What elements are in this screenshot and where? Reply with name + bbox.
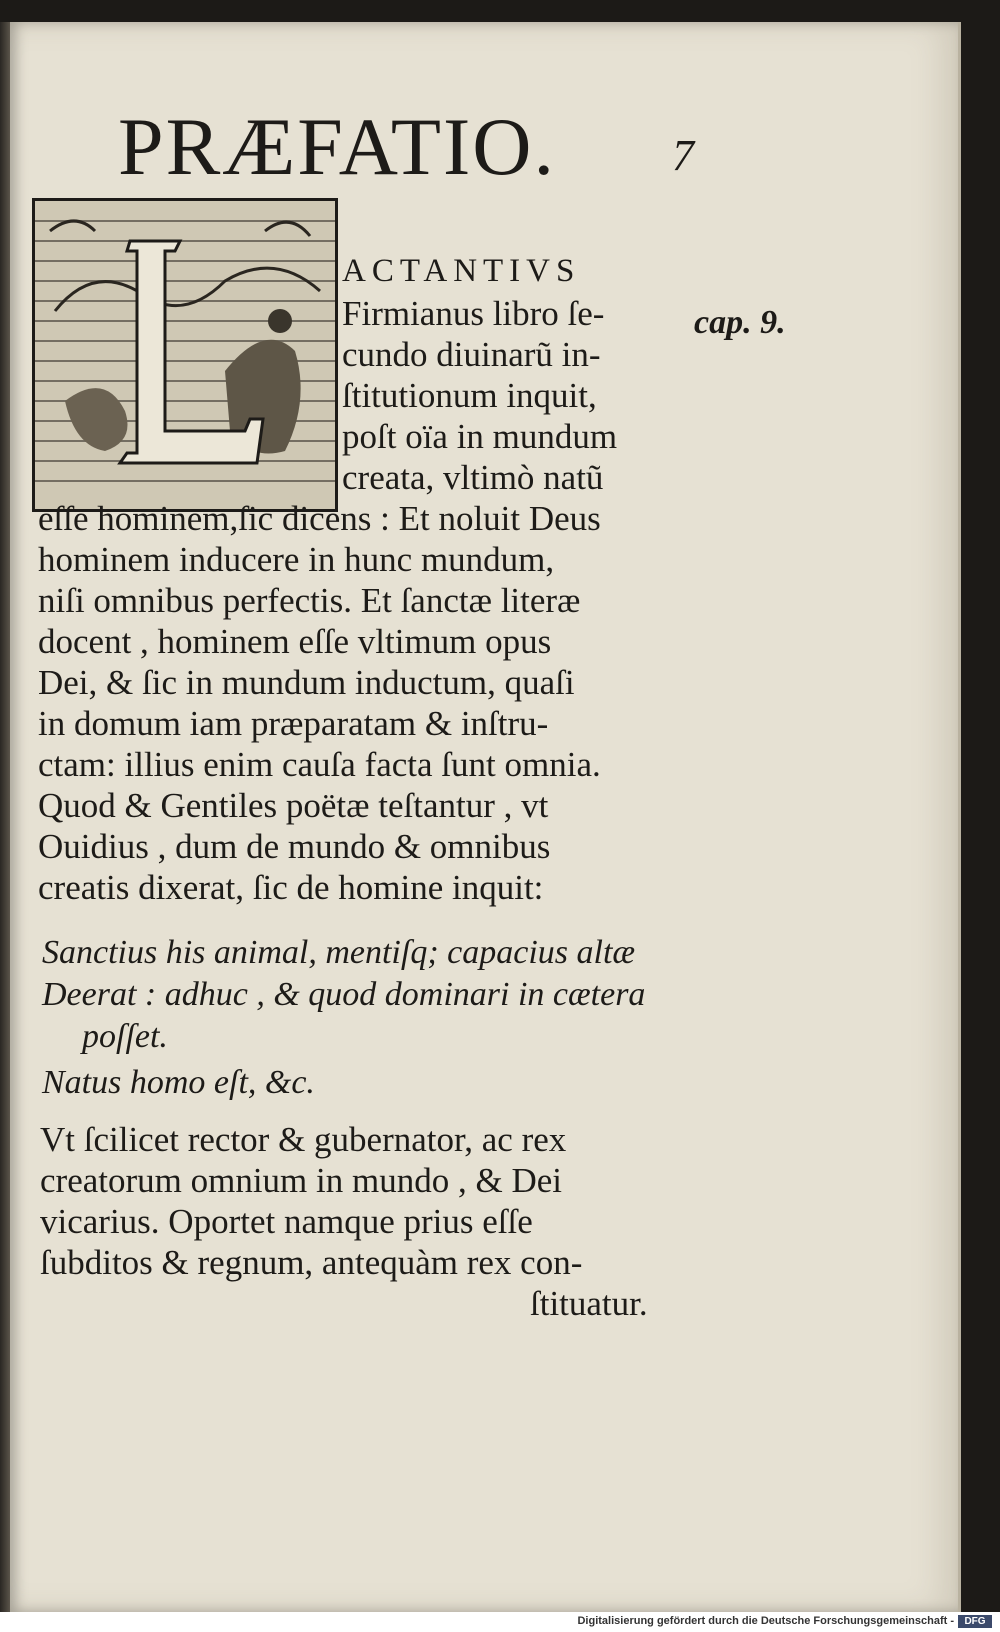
text-line: Firmianus libro ſe- (342, 294, 605, 333)
page-title: PRÆFATIO. (118, 101, 556, 192)
text-line: Vt ſcilicet rector & gubernator, ac rex (40, 1120, 567, 1159)
margin-note: cap. 9. (694, 304, 786, 341)
text-line: hominem inducere in hunc mundum, (38, 540, 555, 579)
text-line: ſtitutionum inquit, (342, 376, 597, 415)
text-line: in domum iam præparatam & inſtru- (38, 704, 549, 743)
text-line: ACTANTIVS (342, 253, 581, 289)
text-line: creatorum omnium in mundo , & Dei (40, 1161, 562, 1200)
text-line: Dei, & ſic in mundum inductum, quaſi (38, 663, 575, 702)
text-line: ſubditos & regnum, antequàm rex con- (40, 1243, 583, 1282)
text-line: creatis dixerat, ſic de homine inquit: (38, 868, 544, 907)
footer-bar (0, 1612, 1000, 1632)
verse-line: poſſet. (82, 1018, 168, 1055)
text-line: Ouidius , dum de mundo & omnibus (38, 827, 551, 866)
text-line: niſi omnibus perfectis. Et ſanctæ literæ (38, 581, 581, 620)
verse-line: Natus homo eſt, &c. (42, 1064, 315, 1101)
text-line: vicarius. Oportet namque prius eſſe (40, 1202, 533, 1241)
footer-credit: Digitalisierung gefördert durch die Deutsche Forschungsgemeinschaft - (577, 1615, 954, 1627)
text-line: eſſe hominem,ſic dicens : Et noluit Deus (38, 499, 601, 538)
text-line: ctam: illius enim cauſa facta ſunt omnia. (38, 745, 601, 784)
verse-line: Sanctius his animal, mentiſq; capacius altæ (42, 934, 636, 971)
text-line: cundo diuinarũ in- (342, 335, 601, 374)
verse-line: Deerat : adhuc , & quod dominari in cætera (42, 976, 646, 1013)
dfg-logo: DFG (958, 1615, 992, 1628)
text-line: Quod & Gentiles poëtæ teſtantur , vt (38, 786, 549, 825)
text-line: ſtituatur. (530, 1284, 648, 1323)
woodcut-initial-L (32, 198, 338, 512)
text-line: creata, vltimò natũ (342, 458, 604, 497)
text-line: docent , hominem eſſe vltimum opus (38, 622, 552, 661)
text-line: poſt oïa in mundum (342, 417, 618, 456)
page-number: 7 (672, 131, 694, 180)
